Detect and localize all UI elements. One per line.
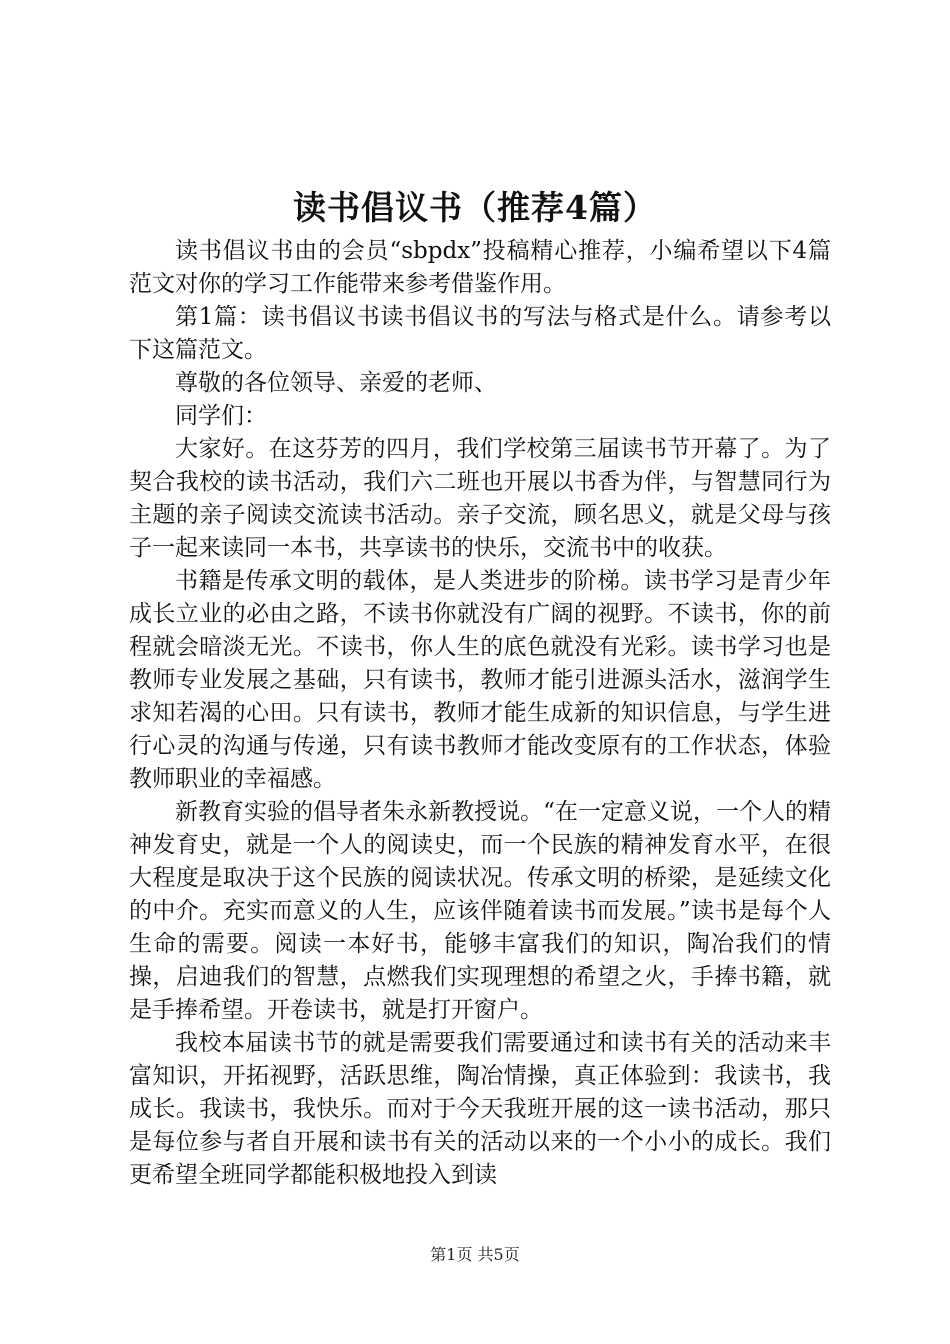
document-body [129, 235, 831, 1192]
body-paragraph-salutation-students: 同学们： [175, 403, 267, 429]
body-paragraph-salutation: 尊敬的各位领导、亲爱的老师、 [175, 370, 497, 396]
body-paragraph-quote: 新教育实验的倡导者朱永新教授说。“在一定意义说，一个人的精神发育史，就是一个人的阅读史，而一个民族的精神发育水平，在很大程度是取决于这个民族的阅读状况。传承文明的桥梁，是延续文化的中介。充实而意义的人生，应该伴随着读书而发展。”读书是每个人生命的需要。阅读一本好书，能够丰富我们的知识，陶冶我们的情操，启迪我们的智慧，点燃我们实现理想的希望之火，手捧书籍，就是手捧希望。开卷读书，就是打开窗户。 [129, 799, 831, 1023]
body-paragraph-books: 书籍是传承文明的载体，是人类进步的阶梯。读书学习是青少年成长立业的必由之路，不读书你就没有广阔的视野。不读书，你的前程就会暗淡无光。不读书，你人生的底色就没有光彩。读书学习也是教师专业发展之基础，只有读书，教师才能引进源头活水，滋润学生求知若渴的心田。只有读书，教师才能生成新的知识信息，与学生进行心灵的沟通与传递，只有读书教师才能改变原有的工作状态，体验教师职业的幸福感。 [129, 568, 831, 792]
body-paragraph-reading-festival: 我校本届读书节的就是需要我们需要通过和读书有关的活动来丰富知识，开拓视野，活跃思维，陶冶情操，真正体验到：我读书，我成长。我读书，我快乐。而对于今天我班开展的这一读书活动，那只是每位参与者自开展和读书有关的活动以来的一个小小的成长。我们更希望全班同学都能积极地投入到读 [129, 1030, 831, 1188]
body-paragraph-intro: 读书倡议书由的会员“sbpdx”投稿精心推荐，小编希望以下4篇范文对你的学习工作能带来参考借鉴作用。 [129, 238, 831, 297]
body-paragraph-greeting: 大家好。在这芬芳的四月，我们学校第三届读书节开幕了。为了契合我校的读书活动，我们六二班也开展以书香为伴，与智慧同行为主题的亲子阅读交流读书活动。亲子交流，顾名思义，就是父母与孩子一起来读同一本书，共享读书的快乐，交流书中的收获。 [129, 436, 831, 561]
document-title: 读书倡议书（推荐4篇） [293, 188, 657, 227]
page-number-footer: 第1页 共5页 [430, 1245, 520, 1264]
body-paragraph-article-heading: 第1篇：读书倡议书读书倡议书的写法与格式是什么。请参考以下这篇范文。 [129, 304, 831, 363]
